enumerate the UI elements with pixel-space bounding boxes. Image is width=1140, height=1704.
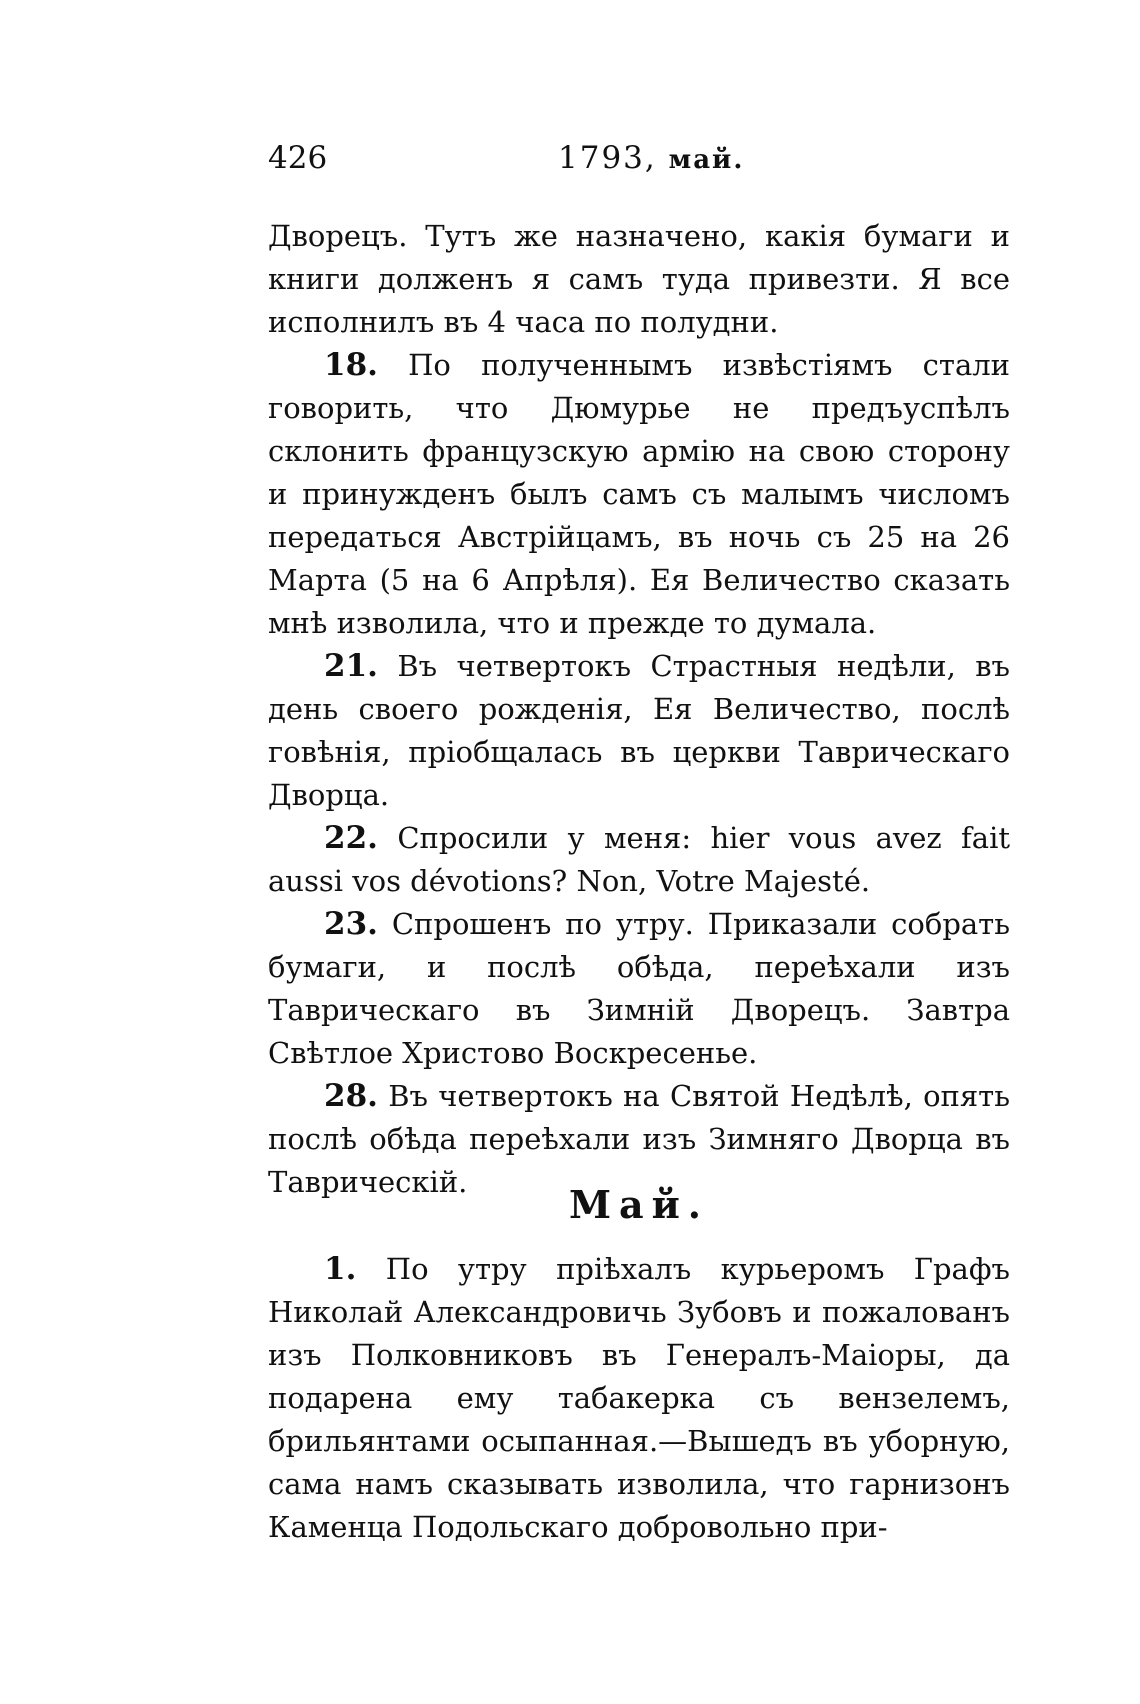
entry-text: Спрошенъ по утру. Приказали собрать бумаги, и послѣ обѣда, переѣхали изъ Таврическаго въ Зимній Дворецъ. Завтра Свѣтлое Христово Воскресенье. bbox=[268, 907, 1011, 1070]
entry-number: 21. bbox=[324, 648, 378, 684]
entry-number: 22. bbox=[324, 820, 378, 856]
page-number: 426 bbox=[268, 140, 328, 176]
entry-text: Въ четвертокъ на Святой Недѣлѣ, опять послѣ обѣда переѣхали изъ Зимняго Дворца въ Таврическій. bbox=[268, 1079, 1010, 1199]
diary-entry-18 bbox=[268, 344, 1010, 645]
running-head-year: 1793, bbox=[558, 140, 657, 176]
paragraph-continuation bbox=[268, 215, 1010, 344]
entry-text: По утру пріѣхалъ курьеромъ Графъ Николай Александровичь Зубовъ и пожалованъ изъ Полковниковъ въ Генералъ-Маіоры, да подарена ему табакерка съ вензелемъ, брильянтами осыпанная.—Вышедъ въ уборную, сама намъ сказывать изволила, что гарнизонъ Каменца Подольскаго добровольно при- bbox=[268, 1252, 1010, 1544]
entry-number: 28. bbox=[324, 1078, 378, 1114]
entry-number: 1. bbox=[324, 1251, 357, 1287]
body-text-bottom bbox=[268, 1248, 1010, 1549]
paragraph-text: Дворецъ. Тутъ же назначено, какія бумаги и книги долженъ я самъ туда привезти. Я все исполнилъ въ 4 часа по полудни. bbox=[268, 219, 1010, 339]
diary-entry-may-1 bbox=[268, 1248, 1010, 1549]
diary-entry-23 bbox=[268, 903, 1010, 1075]
entry-text: По полученнымъ извѣстіямъ стали говорить, что Дюмурье не предъуспѣлъ склонить французскую армію на свою сторону и принужденъ былъ самъ съ малымъ числомъ передаться Австрійцамъ, въ ночь съ 25 на 26 Марта (5 на 6 Апрѣля). Ея Величество сказать мнѣ изволила, что и прежде то думала. bbox=[268, 348, 1010, 640]
entry-number: 18. bbox=[324, 347, 378, 383]
entry-text: Спросили у меня: hier vous avez fait aussi vos dévotions? Non, Votre Majesté. bbox=[268, 821, 1011, 898]
diary-entry-22 bbox=[268, 817, 1010, 903]
running-head-month: май. bbox=[668, 145, 745, 175]
diary-entry-21 bbox=[268, 645, 1010, 817]
section-heading-may: Май. bbox=[568, 1182, 710, 1227]
entry-text: Въ четвертокъ Страстныя недѣли, въ день своего рожденія, Ея Величество, послѣ говѣнія, пріобщалась въ церкви Таврическаго Дворца. bbox=[268, 649, 1011, 812]
running-head bbox=[558, 140, 744, 176]
entry-number: 23. bbox=[324, 906, 378, 942]
body-text-top bbox=[268, 215, 1010, 1204]
page-header bbox=[268, 140, 1008, 190]
